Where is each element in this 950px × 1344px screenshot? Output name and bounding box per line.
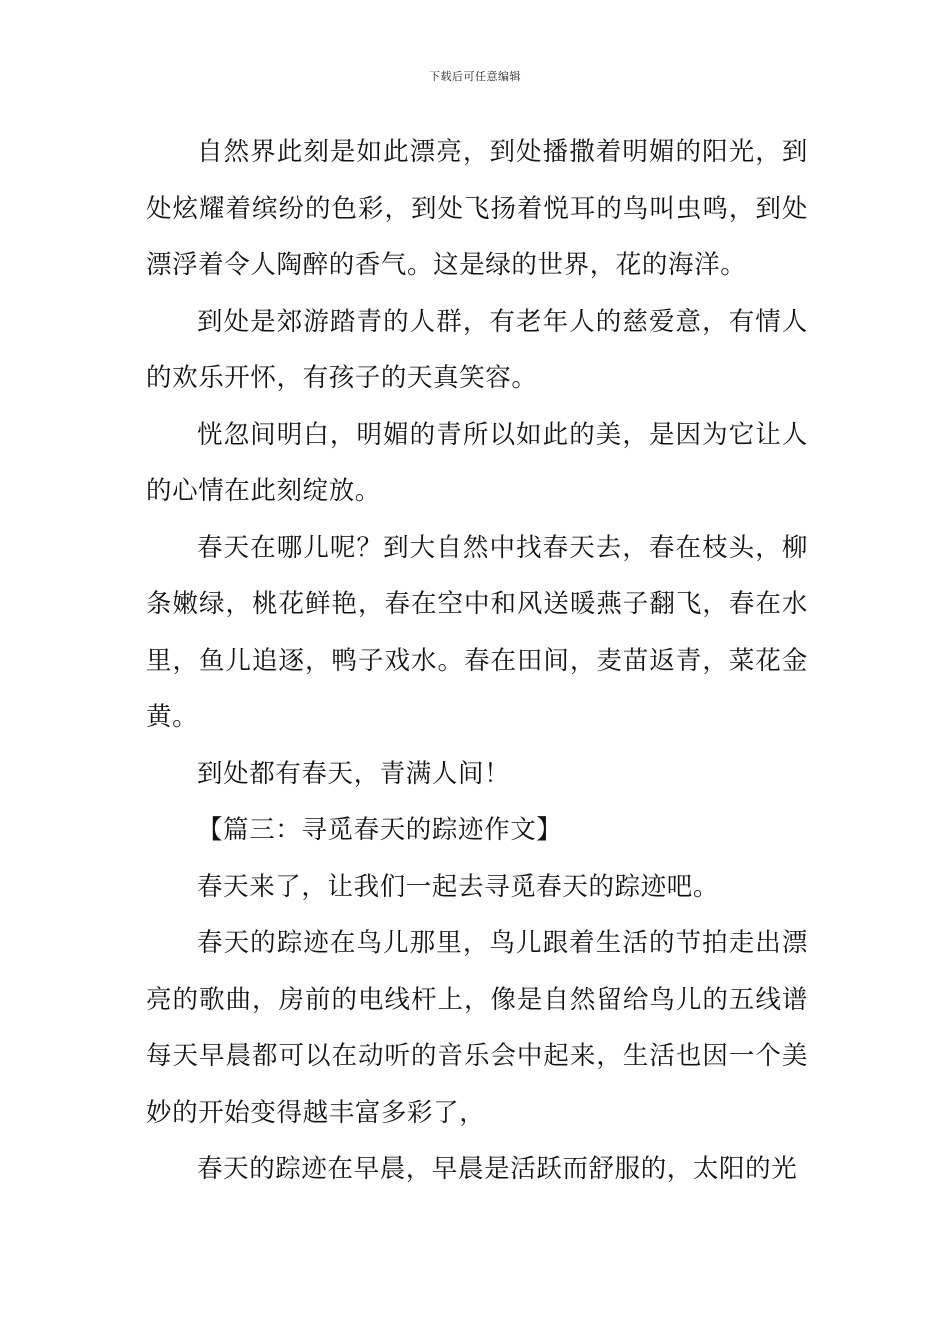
paragraph: 春天的踪迹在鸟儿那里，鸟儿跟着生活的节拍走出漂亮的歌曲，房前的电线杆上，像是自然留给鸟儿的五线谱每天早晨都可以在动听的音乐会中起来，生活也因一个美妙的开始变得越丰富多彩了， (146, 928, 808, 1128)
paragraph: 到处是郊游踏青的人群，有老年人的慈爱意，有情人的欢乐开怀，有孩子的天真笑容。 (146, 306, 808, 393)
paragraph: 自然界此刻是如此漂亮，到处播撒着明媚的阳光，到处炫耀着缤纷的色彩，到处飞扬着悦耳的鸟叫虫鸣，到处漂浮着令人陶醉的香气。这是绿的世界，花的海洋。 (146, 137, 808, 280)
document-body (146, 124, 808, 1198)
paragraph: 春天来了，让我们一起去寻觅春天的踪迹吧。 (197, 871, 720, 902)
paragraph: 春天的踪迹在早晨，早晨是活跃而舒服的，太阳的光 (197, 1154, 798, 1184)
paragraph: 春天在哪儿呢？到大自然中找春天去，春在枝头，柳条嫩绿，桃花鲜艳，春在空中和风送暖燕子翻飞，春在水里，鱼儿追逐，鸭子戏水。春在田间，麦苗返青，菜花金黄。 (146, 532, 808, 732)
page-header: 下载后可任意编辑 (429, 70, 521, 83)
paragraph: 到处都有春天，青满人间！ (197, 758, 511, 789)
paragraph: 恍忽间明白，明媚的青所以如此的美，是因为它让人的心情在此刻绽放。 (146, 419, 808, 506)
section-heading: 【篇三：寻觅春天的踪迹作文】 (197, 815, 563, 845)
